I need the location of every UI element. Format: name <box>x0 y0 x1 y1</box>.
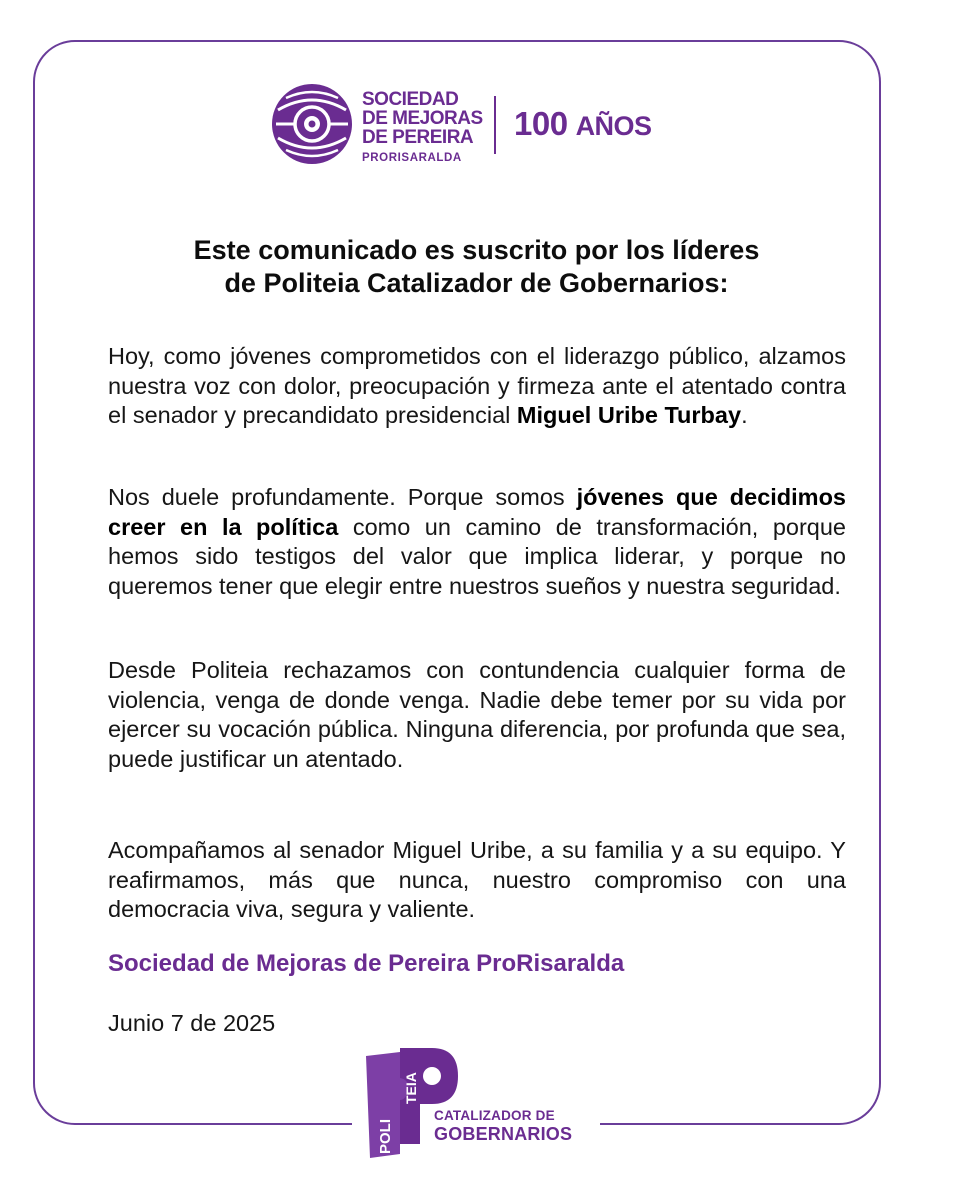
puzzle-text-poli: POLI <box>377 1118 394 1154</box>
anniversary-badge <box>514 104 652 146</box>
anniversary-number: 100 <box>514 105 568 142</box>
politeia-caption <box>434 1108 572 1144</box>
paragraph-2 <box>108 483 846 601</box>
paragraph-2-text: Nos duele profundamente. Porque somos <box>108 484 577 510</box>
puzzle-text-teia: TEIA <box>403 1072 419 1104</box>
statement-title <box>100 234 853 300</box>
title-line-2: de Politeia Catalizador de Gobernarios: <box>224 268 729 298</box>
paragraph-1-bold: Miguel Uribe Turbay <box>516 402 742 428</box>
paragraph-1 <box>108 342 846 431</box>
paragraph-1-end: . <box>741 402 748 428</box>
society-brand-name <box>362 90 483 166</box>
caption-line-1: CATALIZADOR DE <box>434 1108 555 1123</box>
caption-line-2: GOBERNARIOS <box>434 1124 573 1144</box>
anniversary-word: AÑOS <box>575 111 652 141</box>
paragraph-1-text: Hoy, como jóvenes comprometidos con el liderazgo público, alzamos nuestra voz con dolor, preocupación y firmeza ante el atentado contra el senador y precandidato presidencial <box>108 343 846 428</box>
brand-line-1: SOCIEDAD <box>362 89 459 110</box>
society-seal-icon <box>272 84 352 164</box>
politeia-logo <box>360 1046 600 1160</box>
title-line-1: Este comunicado es suscrito por los líderes <box>193 235 760 265</box>
paragraph-2-bold: jóvenes que decidimos creer en la política <box>108 484 846 540</box>
brand-line-2: DE MEJORAS <box>362 108 483 129</box>
header-divider <box>494 96 496 154</box>
header-logo <box>272 84 692 164</box>
date: Junio 7 de 2025 <box>108 1010 276 1036</box>
paragraph-2-end: como un camino de transformación, porque hemos sido testigos del valor que implica liderar, y porque no queremos tener que elegir entre nuestros sueños y nuestra seguridad. <box>108 513 846 599</box>
paragraph-4: Acompañamos al senador Miguel Uribe, a su familia y a su equipo. Y reafirmamos, más que nunca, nuestro compromiso con una democracia viva, segura y valiente. <box>108 837 846 922</box>
paragraph-3: Desde Politeia rechazamos con contundencia cualquier forma de violencia, venga de donde venga. Nadie debe temer por su vida por ejercer su vocación pública. Ninguna diferencia, por profunda que sea, puede justificar un atentado. <box>108 657 846 772</box>
brand-sub: PRORISARALDA <box>362 152 462 164</box>
signature: Sociedad de Mejoras de Pereira ProRisaralda <box>108 950 625 977</box>
brand-line-3: DE PEREIRA <box>362 127 474 148</box>
